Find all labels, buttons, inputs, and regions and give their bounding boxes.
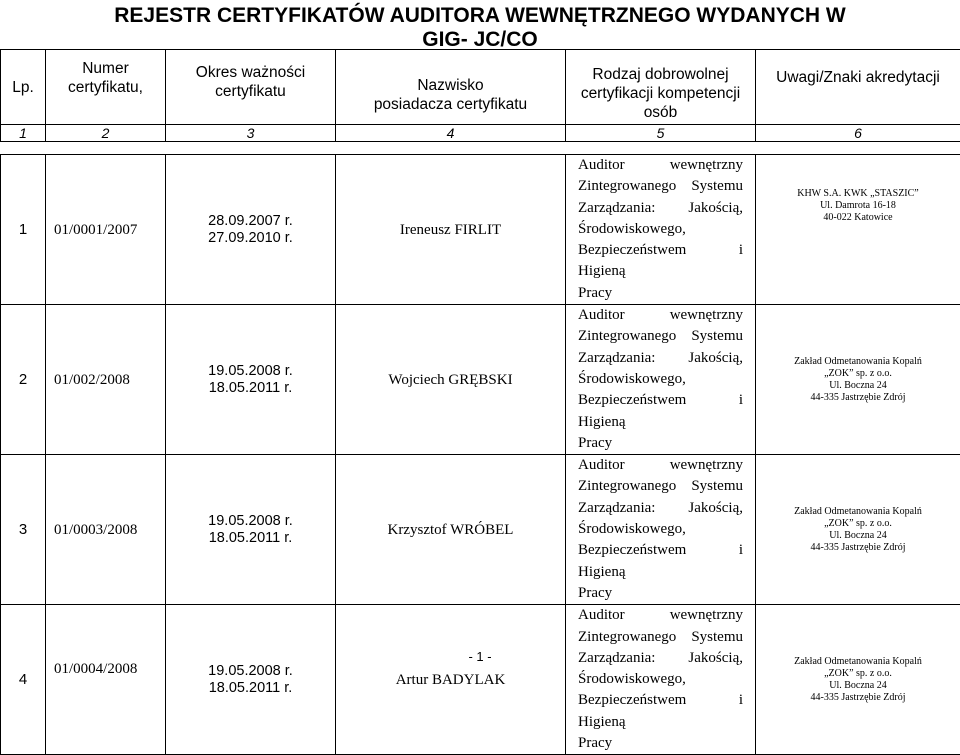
- header-col-number-1: 1: [1, 125, 46, 142]
- table-row: [1, 155, 960, 305]
- row-lp: 4: [1, 605, 46, 755]
- header-col-number-6: 6: [756, 125, 960, 142]
- row-notes: Zakład Odmetanowania Kopalń „ZOK” sp. z o.o. Ul. Boczna 24 44-335 Jastrzębie Zdrój: [756, 305, 960, 455]
- row-validity: 19.05.2008 r. 18.05.2011 r.: [166, 455, 336, 605]
- row-certificate-number: 01/002/2008: [46, 305, 166, 455]
- row-holder-name: Artur BADYLAK: [336, 605, 566, 755]
- row-validity: 19.05.2008 r. 18.05.2011 r.: [166, 605, 336, 755]
- row-validity: 28.09.2007 r. 27.09.2010 r.: [166, 155, 336, 305]
- header-col-number-2: 2: [46, 125, 166, 142]
- header-certification-kind: Rodzaj dobrowolnej certyfikacji kompetencji osób: [566, 50, 756, 125]
- page-number: - 1 -: [0, 649, 960, 664]
- row-notes: Zakład Odmetanowania Kopalń „ZOK” sp. z o.o. Ul. Boczna 24 44-335 Jastrzębie Zdrój: [756, 605, 960, 755]
- row-holder-name: Wojciech GRĘBSKI: [336, 305, 566, 455]
- row-notes: Zakład Odmetanowania Kopalń „ZOK” sp. z o.o. Ul. Boczna 24 44-335 Jastrzębie Zdrój: [756, 455, 960, 605]
- row-certification-kind: Auditor wewnętrzny Zintegrowanego Systemu Zarządzania: Jakością, Środowiskowego, Bezpieczeństwem i Higieną Pracy: [566, 455, 756, 605]
- register-title-line-1: REJESTR CERTYFIKATÓW AUDITORA WEWNĘTRZNEGO WYDANYCH W: [0, 4, 960, 28]
- row-holder-name: Krzysztof WRÓBEL: [336, 455, 566, 605]
- row-lp: 2: [1, 305, 46, 455]
- row-certification-kind: Auditor wewnętrzny Zintegrowanego Systemu Zarządzania: Jakością, Środowiskowego, Bezpieczeństwem i Higieną Pracy: [566, 605, 756, 755]
- row-notes: KHW S.A. KWK „STASZIC” Ul. Damrota 16-18 40-022 Katowice: [756, 155, 960, 305]
- row-certificate-number: 01/0003/2008: [46, 455, 166, 605]
- header-holder-name: Nazwisko posiadacza certyfikatu: [336, 50, 566, 125]
- row-certificate-number: 01/0004/2008: [46, 605, 166, 755]
- header-col-number-4: 4: [336, 125, 566, 142]
- register-title-line-2: GIG- JC/CO: [0, 28, 960, 52]
- row-validity: 19.05.2008 r. 18.05.2011 r.: [166, 305, 336, 455]
- row-holder-name: Ireneusz FIRLIT: [336, 155, 566, 305]
- register-body-table: [0, 154, 960, 755]
- row-certification-kind: Auditor wewnętrzny Zintegrowanego Systemu Zarządzania: Jakością, Środowiskowego, Bezpieczeństwem i Higieną Pracy: [566, 155, 756, 305]
- header-col-number-5: 5: [566, 125, 756, 142]
- table-row: [1, 605, 960, 755]
- row-certificate-number: 01/0001/2007: [46, 155, 166, 305]
- row-lp: 3: [1, 455, 46, 605]
- row-lp: 1: [1, 155, 46, 305]
- table-row: [1, 305, 960, 455]
- table-row: [1, 455, 960, 605]
- header-validity-period: Okres ważności certyfikatu: [166, 50, 336, 125]
- header-certificate-number: Numer certyfikatu,: [46, 50, 166, 125]
- header-col-number-3: 3: [166, 125, 336, 142]
- register-header-table: [0, 49, 960, 142]
- row-certification-kind: Auditor wewnętrzny Zintegrowanego Systemu Zarządzania: Jakością, Środowiskowego, Bezpieczeństwem i Higieną Pracy: [566, 305, 756, 455]
- header-notes: Uwagi/Znaki akredytacji: [756, 50, 960, 125]
- header-lp: Lp.: [1, 50, 46, 125]
